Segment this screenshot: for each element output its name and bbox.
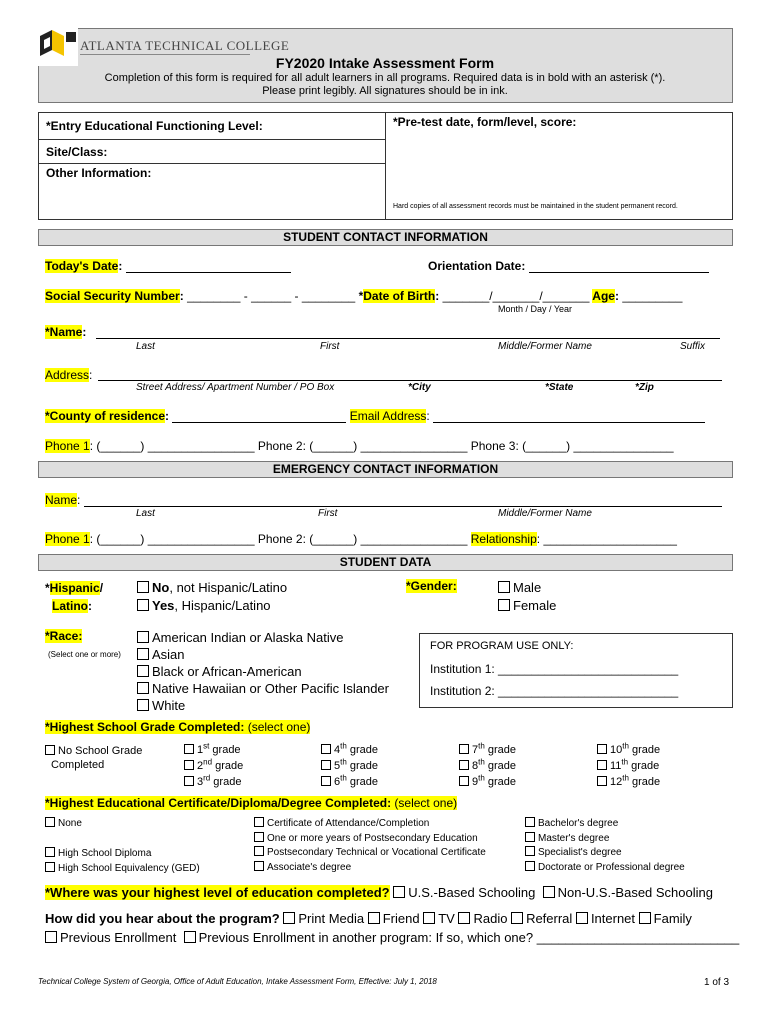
checkbox[interactable] — [525, 817, 535, 827]
grade-word: grade — [628, 744, 661, 756]
checkbox[interactable] — [498, 581, 510, 593]
cert-doctorate[interactable] — [525, 861, 685, 876]
ssn-row: Social Security Number: ________ - ______ - ________ *Date of Birth: _______/_______/_______ Age: _________ — [45, 289, 683, 303]
emergency-name-label: Name — [45, 493, 78, 507]
grade-select-one: (select one) — [244, 720, 311, 734]
checkbox[interactable] — [321, 744, 331, 754]
dob-hint: Month / Day / Year — [498, 304, 573, 314]
ssn-input[interactable]: ________ - ______ - ________ — [187, 289, 356, 303]
cert-label: Specialist's degree — [538, 847, 622, 858]
grade-suffix: nd — [203, 757, 213, 767]
cert-heading-text: *Highest Educational Certificate/Diploma/Degree Completed: — [45, 796, 392, 810]
grade-suffix: th — [622, 741, 629, 751]
grade-suffix: th — [622, 773, 629, 783]
grade-number: 2 — [197, 760, 204, 772]
address-input[interactable] — [98, 380, 722, 381]
phone2-input[interactable]: Phone 2: (______) ________________ — [257, 439, 471, 453]
how-option-radio[interactable] — [458, 911, 507, 926]
emergency-name-row: Name: — [45, 493, 81, 507]
cert-hs-diploma[interactable] — [45, 847, 151, 859]
dob-prefix: * — [358, 289, 364, 303]
address-row: Address: — [45, 368, 93, 382]
grade-heading-text: *Highest School Grade Completed: — [45, 720, 245, 734]
race-option-pacific-islander[interactable] — [137, 680, 389, 697]
cert-bachelor[interactable] — [525, 817, 685, 832]
other-info-field[interactable]: Other Information: — [46, 166, 152, 180]
prev-enroll-other-option[interactable] — [184, 930, 740, 945]
where-label-non-us: Non-U.S.-Based Schooling — [557, 885, 713, 900]
emergency-sub-middle: Middle/Former Name — [498, 508, 592, 519]
checkbox[interactable] — [511, 912, 523, 924]
cert-col3 — [525, 817, 685, 875]
orientation-date-input[interactable] — [529, 272, 709, 273]
emergency-name-input[interactable] — [84, 506, 722, 507]
cert-label: High School Diploma — [58, 848, 152, 859]
checkbox[interactable] — [45, 862, 55, 872]
emergency-phone1-label: Phone 1 — [45, 532, 90, 546]
grade-word: grade — [484, 776, 516, 788]
phone1-label: Phone 1 — [45, 439, 90, 453]
grade-suffix: rd — [203, 773, 211, 783]
cert-label: High School Equivalency (GED) — [58, 863, 200, 874]
checkbox[interactable] — [184, 760, 194, 770]
grade-word: grade — [209, 744, 241, 756]
checkbox[interactable] — [137, 631, 149, 643]
cert-label: Associate's degree — [267, 861, 352, 873]
name-row: *Name: — [45, 325, 87, 339]
checkbox[interactable] — [137, 648, 149, 660]
how-option-internet[interactable] — [576, 911, 635, 926]
checkbox[interactable] — [184, 744, 194, 754]
checkbox[interactable] — [45, 847, 55, 857]
grade-number: 7 — [472, 744, 479, 756]
race-option-asian[interactable] — [137, 646, 389, 663]
checkbox[interactable] — [458, 912, 470, 924]
site-class-field[interactable]: Site/Class: — [46, 145, 108, 159]
grade-option[interactable] — [184, 757, 244, 772]
checkbox[interactable] — [254, 861, 264, 871]
how-option-friend[interactable] — [368, 911, 420, 926]
how-option-referral[interactable] — [511, 911, 572, 926]
cert-none[interactable] — [45, 817, 82, 829]
how-label: TV — [438, 911, 455, 926]
no-grade-option[interactable] — [45, 744, 142, 772]
where-option-non-us[interactable] — [543, 885, 713, 900]
grade-option[interactable] — [597, 773, 661, 788]
grade-number: 4 — [334, 744, 341, 756]
name-input[interactable] — [96, 338, 720, 339]
grade-word: grade — [210, 776, 242, 788]
emergency-sub-first: First — [318, 508, 338, 519]
hispanic-label-2: Latino — [52, 599, 88, 613]
page-number: 1 of 3 — [704, 977, 730, 988]
race-label-4: White — [152, 698, 186, 713]
hard-copies-note: Hard copies of all assessment records must be maintained in the student permanent record. — [393, 203, 678, 210]
option-yes-text: , Hispanic/Latino — [174, 598, 271, 613]
how-option-print[interactable] — [283, 911, 364, 926]
checkbox[interactable] — [45, 745, 55, 755]
grade-option[interactable] — [321, 757, 378, 772]
how-option-tv[interactable] — [423, 911, 455, 926]
cert-technical[interactable] — [254, 846, 486, 861]
checkbox[interactable] — [254, 832, 264, 842]
grade-heading — [45, 720, 310, 734]
todays-date-label: Today's Date — [45, 259, 119, 273]
grade-suffix: th — [340, 773, 347, 783]
address-label: Address — [45, 368, 90, 382]
grade-number: 11 — [610, 760, 622, 772]
cert-label: Postsecondary Technical or Vocational Certificate — [267, 847, 486, 858]
prev-enroll-label: Previous Enrollment — [60, 930, 177, 945]
ssn-label: Social Security Number — [45, 289, 180, 303]
race-option-black[interactable] — [137, 663, 389, 680]
grade-number: 9 — [472, 776, 479, 788]
cert-attendance[interactable] — [254, 817, 486, 832]
phone3-input[interactable]: Phone 3: (______) _______________ — [470, 439, 674, 453]
age-label: Age — [592, 289, 615, 303]
race-label-1: Asian — [152, 647, 185, 662]
gender-label-text: Gender — [410, 579, 453, 593]
email-input[interactable] — [433, 422, 705, 423]
dob-label: Date of Birth — [363, 289, 436, 303]
race-option-white[interactable] — [137, 697, 389, 714]
how-label: Print Media — [298, 911, 365, 926]
checkbox[interactable] — [459, 744, 469, 754]
cert-select-one: (select one) — [391, 796, 458, 810]
gender-options — [498, 579, 556, 615]
cert-label: Doctorate or Professional degree — [538, 861, 685, 873]
how-row — [45, 911, 692, 926]
grade-option[interactable] — [321, 741, 378, 756]
section-emergency-contact: EMERGENCY CONTACT INFORMATION — [38, 461, 733, 478]
grade-number: 10 — [610, 744, 623, 756]
checkbox[interactable] — [45, 931, 57, 943]
cert-specialist[interactable] — [525, 846, 685, 861]
where-row — [45, 885, 713, 900]
divider — [38, 163, 385, 164]
race-option-american-indian[interactable] — [137, 629, 389, 646]
college-name: ATLANTA TECHNICAL COLLEGE — [80, 38, 290, 53]
cert-col2 — [254, 817, 486, 875]
section-student-contact: STUDENT CONTACT INFORMATION — [38, 229, 733, 246]
checkbox[interactable] — [597, 744, 607, 754]
grade-number: 12 — [610, 776, 623, 788]
cert-heading — [45, 796, 457, 810]
race-options — [137, 629, 389, 714]
hispanic-label: *Hispanic/ Latino: — [45, 581, 104, 613]
cert-ged[interactable] — [45, 862, 200, 874]
grade-word: grade — [346, 760, 378, 772]
address-sub-street: Street Address/ Apartment Number / PO Box — [136, 382, 335, 393]
gender-label: *Gender: — [406, 579, 457, 593]
footer-text: Technical College System of Georgia, Office of Adult Education, Intake Assessment Form, Effective: July 1, 2018 — [38, 977, 437, 986]
emergency-phone-row — [45, 532, 677, 546]
grade-word: grade — [484, 744, 516, 756]
form-title: FY2020 Intake Assessment Form — [275, 55, 495, 71]
grade-suffix: th — [478, 773, 485, 783]
how-label: Internet — [590, 911, 636, 926]
todays-date-input[interactable] — [126, 272, 291, 273]
checkbox[interactable] — [254, 846, 264, 856]
checkbox[interactable] — [321, 760, 331, 770]
checkbox[interactable] — [597, 776, 607, 786]
address-sub-city: *City — [408, 382, 431, 393]
checkbox[interactable] — [543, 886, 555, 898]
grade-suffix: th — [621, 757, 629, 767]
checkbox[interactable] — [393, 886, 405, 898]
no-grade-label-1: No School Grade — [58, 745, 143, 757]
grade-suffix: th — [340, 757, 347, 767]
option-yes-bold: Yes — [152, 598, 175, 613]
checkbox[interactable] — [45, 817, 55, 827]
instructions-line-2: Please print legibly. All signatures should be in ink. — [262, 85, 508, 97]
checkbox[interactable] — [254, 817, 264, 827]
race-label-0: American Indian or Alaska Native — [152, 630, 344, 645]
grade-number: 3 — [197, 776, 204, 788]
orientation-date-row — [428, 259, 709, 273]
option-no-text: , not Hispanic/Latino — [169, 580, 288, 595]
institution2-field[interactable]: Institution 2: ___________________________ — [430, 684, 679, 698]
cert-label: One or more years of Postsecondary Education — [267, 832, 478, 844]
county-label: *County of residence — [45, 409, 166, 423]
checkbox[interactable] — [184, 931, 196, 943]
grade-option[interactable] — [597, 741, 661, 756]
relationship-label: Relationship — [470, 532, 537, 546]
name-label: *Name — [45, 325, 83, 339]
grade-number: 8 — [472, 760, 479, 772]
divider — [38, 139, 385, 140]
race-label-2: Black or African-American — [152, 664, 302, 679]
address-sub-zip: *Zip — [635, 382, 654, 393]
county-input[interactable] — [172, 422, 346, 423]
grade-word: grade — [628, 760, 660, 772]
orientation-date-label: Orientation Date: — [428, 259, 526, 273]
grade-word: grade — [346, 776, 378, 788]
hispanic-label-1: Hispanic — [49, 581, 100, 595]
emergency-phone2-input[interactable]: Phone 2: (______) ________________ — [257, 532, 471, 546]
hispanic-option-yes[interactable] — [137, 597, 287, 615]
grade-option[interactable] — [459, 773, 516, 788]
hispanic-option-no[interactable] — [137, 579, 287, 597]
checkbox[interactable] — [576, 912, 588, 924]
county-label-wrap: *County of residence: — [45, 409, 170, 423]
gender-option-female[interactable] — [498, 597, 556, 615]
prev-enroll-option[interactable] — [45, 930, 176, 945]
checkbox[interactable] — [498, 599, 510, 611]
gender-male-label: Male — [513, 580, 542, 595]
program-use-heading: FOR PROGRAM USE ONLY: — [430, 640, 574, 652]
dob-input[interactable]: _______/_______/_______ — [442, 289, 590, 303]
grade-number: 1 — [197, 744, 204, 756]
how-label: Family — [653, 911, 692, 926]
no-grade-label-2: Completed — [51, 759, 105, 771]
checkbox[interactable] — [137, 599, 149, 611]
grade-option[interactable] — [459, 757, 516, 772]
checkbox[interactable] — [525, 846, 535, 856]
gender-option-male[interactable] — [498, 579, 556, 597]
grade-option[interactable] — [321, 773, 378, 788]
cert-label: None — [58, 818, 82, 829]
prev-enroll-other-label: Previous Enrollment in another program: If so, which one? ____________________________ — [198, 930, 740, 945]
how-label: Referral — [526, 911, 573, 926]
phone1-input[interactable]: : (______) ________________ — [89, 439, 258, 453]
name-sub-last: Last — [136, 341, 155, 352]
how-label: Friend — [382, 911, 420, 926]
checkbox[interactable] — [459, 760, 469, 770]
emergency-sub-last: Last — [136, 508, 155, 519]
cert-label: Certificate of Attendance/Completion — [267, 818, 430, 829]
checkbox[interactable] — [368, 912, 380, 924]
grade-number: 5 — [334, 760, 341, 772]
checkbox[interactable] — [137, 665, 149, 677]
grade-suffix: th — [340, 741, 347, 751]
hispanic-options — [137, 579, 287, 615]
checkbox[interactable] — [137, 682, 149, 694]
checkbox[interactable] — [459, 776, 469, 786]
checkbox[interactable] — [283, 912, 295, 924]
checkbox[interactable] — [639, 912, 651, 924]
name-sub-suffix: Suffix — [680, 341, 706, 352]
grade-suffix: th — [478, 757, 485, 767]
where-question: *Where was your highest level of education completed? — [45, 885, 390, 900]
where-label-us: U.S.-Based Schooling — [408, 885, 536, 900]
checkbox[interactable] — [423, 912, 435, 924]
grade-suffix: st — [203, 741, 210, 751]
checkbox[interactable] — [137, 699, 149, 711]
option-no-bold: No — [152, 580, 170, 595]
grade-word: grade — [346, 744, 378, 756]
phone-row — [45, 439, 674, 453]
email-label: Email Address — [349, 409, 427, 423]
how-label: Radio — [473, 911, 508, 926]
grade-word: grade — [484, 760, 516, 772]
checkbox[interactable] — [137, 581, 149, 593]
gender-female-label: Female — [513, 598, 557, 613]
race-label: *Race: — [45, 629, 83, 643]
grade-option[interactable] — [597, 757, 660, 772]
entry-level-field[interactable]: *Entry Educational Functioning Level: — [46, 119, 263, 133]
checkbox[interactable] — [321, 776, 331, 786]
relationship-input[interactable]: : ____________________ — [536, 532, 677, 546]
checkbox[interactable] — [525, 861, 535, 871]
checkbox[interactable] — [184, 776, 194, 786]
age-input[interactable]: _________ — [622, 289, 683, 303]
name-sub-first: First — [320, 341, 340, 352]
how-question: How did you hear about the program? — [45, 911, 280, 926]
address-sub-state: *State — [545, 382, 574, 393]
pretest-field[interactable]: *Pre-test date, form/level, score: — [393, 115, 577, 129]
checkbox[interactable] — [525, 832, 535, 842]
institution1-field[interactable]: Institution 1: ___________________________ — [430, 662, 679, 676]
race-label-text: Race — [49, 629, 79, 643]
race-note: (Select one or more) — [48, 650, 121, 659]
grade-option[interactable] — [459, 741, 516, 756]
instructions — [40, 72, 730, 98]
cert-associate[interactable] — [254, 861, 486, 876]
grade-word: grade — [628, 776, 661, 788]
prev-enroll-row — [45, 930, 739, 945]
divider — [385, 112, 386, 220]
grade-suffix: th — [478, 741, 485, 751]
instructions-line-1: Completion of this form is required for all adult learners in all programs. Required data is in bold with an asterisk (*). — [104, 72, 666, 84]
county-email-row: *County of residence: Email Address: — [45, 409, 705, 423]
grade-option[interactable] — [184, 773, 242, 788]
where-option-us[interactable] — [393, 885, 535, 900]
checkbox[interactable] — [597, 760, 607, 770]
cert-master[interactable] — [525, 832, 685, 847]
how-option-family[interactable] — [639, 911, 692, 926]
emergency-phone1-input[interactable]: : (______) ________________ — [89, 532, 258, 546]
todays-date-row: Today's Date: — [45, 259, 291, 273]
cert-postsecondary-years[interactable] — [254, 832, 486, 847]
cert-label: Bachelor's degree — [538, 818, 619, 829]
race-label-3: Native Hawaiian or Other Pacific Islander — [152, 681, 389, 696]
grade-word: grade — [212, 760, 244, 772]
section-student-data: STUDENT DATA — [38, 554, 733, 571]
grade-option[interactable] — [184, 741, 241, 756]
grade-number: 6 — [334, 776, 341, 788]
name-sub-middle: Middle/Former Name — [498, 341, 592, 352]
cert-label: Master's degree — [538, 832, 610, 844]
